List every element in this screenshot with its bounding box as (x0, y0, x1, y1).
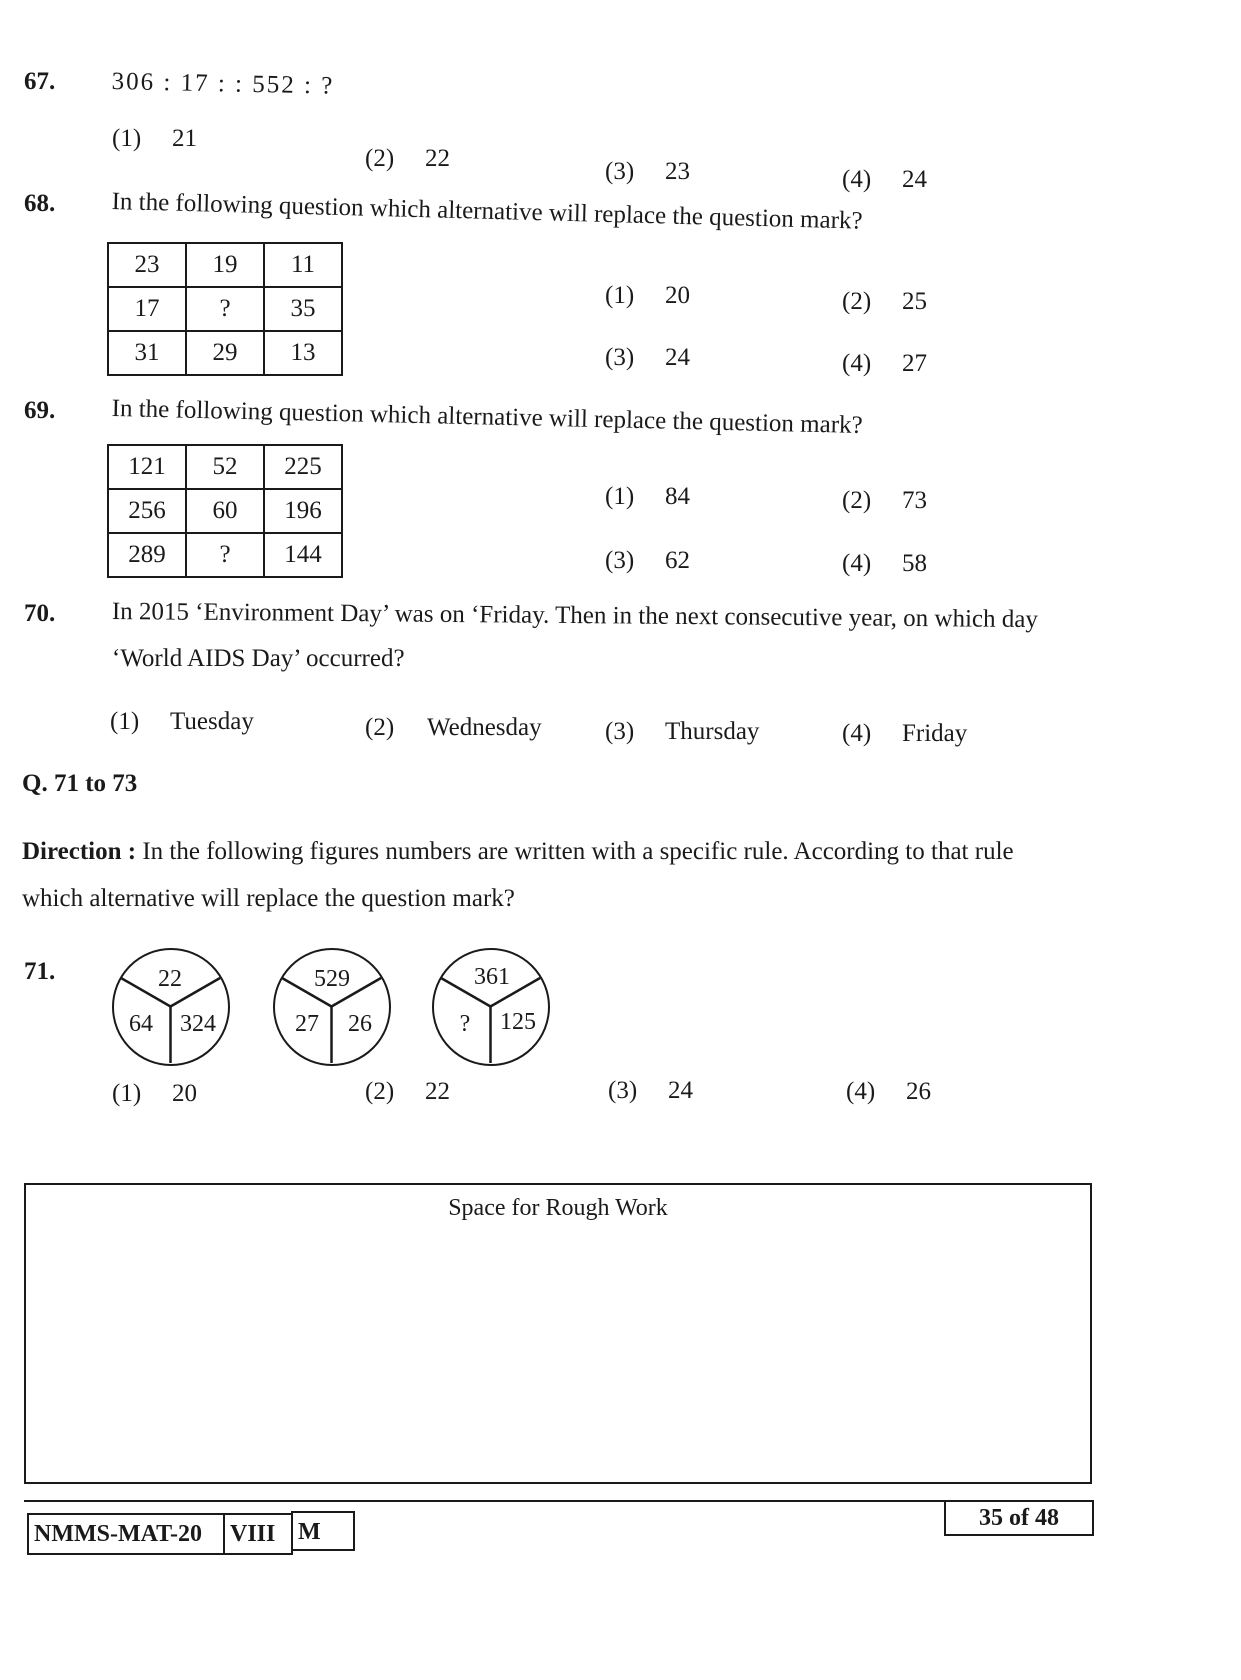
question-text: 306 : 17 : : 552 : ? (111, 68, 335, 100)
grid-cell: 35 (264, 287, 342, 331)
option-number: (3) (605, 158, 635, 185)
option-number: (2) (365, 714, 395, 741)
direction-line (22, 838, 1014, 866)
option-value: 58 (902, 550, 927, 577)
option-value: 20 (172, 1080, 197, 1107)
option[interactable] (842, 720, 967, 748)
question-text: In 2015 ‘Environment Day’ was on ‘Friday. Then in the next consecutive year, on which day (111, 598, 1039, 634)
grid-cell: 11 (264, 243, 342, 287)
grid-cell: 13 (264, 331, 342, 375)
option[interactable] (605, 344, 690, 372)
option-value: Tuesday (170, 708, 254, 735)
option-value: 84 (665, 483, 690, 510)
option-number: (3) (605, 344, 635, 371)
option-number: (2) (365, 1078, 395, 1105)
circle-left-value: 64 (129, 1011, 153, 1037)
option-value: 24 (668, 1077, 693, 1104)
option[interactable] (110, 708, 254, 736)
number-circle (273, 948, 391, 1066)
number-circle (112, 948, 230, 1066)
direction-text: which alternative will replace the question mark? (22, 885, 515, 912)
option-number: (4) (842, 720, 872, 747)
direction-label: Direction : (22, 838, 137, 865)
circle-left-value: 27 (295, 1011, 319, 1037)
question-number: 70. (24, 600, 56, 627)
option[interactable] (846, 1078, 931, 1106)
option-number: (3) (605, 547, 635, 574)
number-circle (432, 948, 550, 1066)
option-number: (1) (605, 282, 635, 309)
option[interactable] (842, 550, 927, 578)
option[interactable] (112, 1080, 197, 1108)
option-value: 22 (425, 1078, 450, 1105)
circle-right-value: 324 (180, 1011, 216, 1037)
grid-cell: 256 (108, 489, 186, 533)
option-number: (4) (846, 1078, 876, 1105)
question-text: In the following question which alternative will replace the question mark? (111, 395, 863, 440)
question-number: 69. (24, 397, 56, 424)
number-grid (107, 242, 343, 376)
option[interactable] (842, 288, 927, 316)
option-number: (3) (605, 718, 635, 745)
circle-left-value: ? (459, 1011, 471, 1037)
option-value: Wednesday (427, 714, 542, 741)
paper-code: NMMS-MAT-20 (27, 1513, 225, 1555)
option[interactable] (608, 1077, 693, 1105)
option-number: (4) (842, 166, 872, 193)
option-value: 27 (902, 350, 927, 377)
option-number: (1) (112, 125, 142, 152)
option[interactable] (112, 125, 197, 153)
grid-cell: 29 (186, 331, 264, 375)
grid-cell: ? (186, 287, 264, 331)
option-value: 22 (425, 145, 450, 172)
option[interactable] (605, 282, 690, 310)
number-grid (107, 444, 343, 578)
option-number: (1) (110, 708, 140, 735)
option-value: 26 (906, 1078, 931, 1105)
rough-work-box[interactable] (24, 1183, 1092, 1484)
grid-cell: 19 (186, 243, 264, 287)
section-heading: Q. 71 to 73 (22, 770, 138, 797)
option[interactable] (842, 487, 927, 515)
option[interactable] (605, 483, 690, 511)
circle-right-value: 26 (348, 1011, 372, 1037)
grid-cell: 31 (108, 331, 186, 375)
question-number: 68. (24, 190, 56, 217)
option-value: 73 (902, 487, 927, 514)
grid-cell: 121 (108, 445, 186, 489)
option-value: 25 (902, 288, 927, 315)
option-value: 24 (665, 344, 690, 371)
grid-cell: ? (186, 533, 264, 577)
option-number: (4) (842, 550, 872, 577)
class-label: VIII (223, 1513, 293, 1555)
page-number: 35 of 48 (944, 1500, 1094, 1536)
option-value: Thursday (665, 718, 760, 745)
direction-text: In the following figures numbers are written with a specific rule. According to that rule (142, 838, 1014, 865)
circle-top-value: 529 (314, 966, 350, 992)
grid-cell: 52 (186, 445, 264, 489)
grid-cell: 196 (264, 489, 342, 533)
option-number: (1) (605, 483, 635, 510)
option-number: (3) (608, 1077, 638, 1104)
option-value: 24 (902, 166, 927, 193)
option[interactable] (605, 158, 690, 186)
option[interactable] (365, 145, 450, 173)
option[interactable] (605, 547, 690, 575)
option-value: 23 (665, 158, 690, 185)
option-value: 62 (665, 547, 690, 574)
option[interactable] (842, 350, 927, 378)
question-number: 67. (24, 68, 56, 95)
medium-label: M (291, 1511, 355, 1551)
option-number: (2) (842, 288, 872, 315)
option[interactable] (365, 1078, 450, 1106)
grid-cell: 60 (186, 489, 264, 533)
option-number: (2) (842, 487, 872, 514)
question-text: ‘World AIDS Day’ occurred? (112, 645, 405, 672)
grid-cell: 23 (108, 243, 186, 287)
rough-work-title: Space for Rough Work (448, 1195, 668, 1221)
option[interactable] (365, 714, 542, 742)
question-text: In the following question which alternative will replace the question mark? (111, 188, 863, 235)
grid-cell: 225 (264, 445, 342, 489)
footer-rule (24, 1500, 1094, 1502)
option-number: (1) (112, 1080, 142, 1107)
option-value: 21 (172, 125, 197, 152)
circle-right-value: 125 (500, 1009, 536, 1035)
grid-cell: 289 (108, 533, 186, 577)
circle-top-value: 22 (158, 966, 182, 992)
option-number: (2) (365, 145, 395, 172)
option[interactable] (842, 166, 927, 194)
option-value: Friday (902, 720, 968, 747)
grid-cell: 17 (108, 287, 186, 331)
grid-cell: 144 (264, 533, 342, 577)
option-value: 20 (665, 282, 690, 309)
option-number: (4) (842, 350, 872, 377)
question-number: 71. (24, 958, 56, 985)
option[interactable] (605, 718, 759, 746)
circle-top-value: 361 (474, 964, 510, 990)
